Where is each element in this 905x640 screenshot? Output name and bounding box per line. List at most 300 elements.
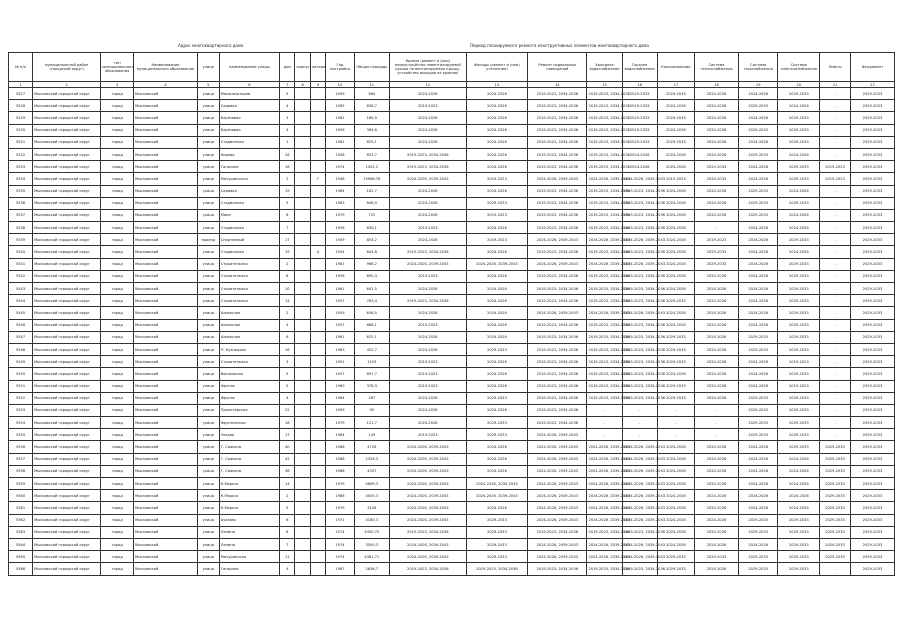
table-cell: Мысковский городской округ bbox=[33, 209, 101, 221]
table-cell: 564 bbox=[354, 88, 389, 100]
table-cell: 2024-2026, 2039-2043 bbox=[528, 234, 587, 246]
table-cell: Спортивный bbox=[219, 234, 279, 246]
table-cell: 8 bbox=[280, 270, 295, 282]
table-cell: Мысковский городской округ bbox=[33, 246, 101, 258]
table-cell: 5533 bbox=[9, 161, 33, 173]
table-cell: 2024-2026 bbox=[389, 404, 466, 416]
table-cell: 5536 bbox=[9, 197, 33, 209]
table-cell: 2024-2026, 2039-2043 bbox=[587, 465, 622, 477]
table-cell: 2024-2026 bbox=[738, 307, 778, 319]
table-cell: 2024-2026 bbox=[466, 307, 527, 319]
table-cell: 2024-2026 bbox=[778, 209, 820, 221]
table-cell: 5538 bbox=[9, 222, 33, 234]
table-cell: Строительная bbox=[219, 283, 279, 295]
table-cell: 2019-2023 bbox=[820, 161, 851, 173]
table-cell: 2024-2026 bbox=[695, 526, 739, 538]
table-cell bbox=[295, 441, 310, 453]
table-cell: 5558 bbox=[9, 465, 33, 477]
table-cell: 2029-2033 bbox=[850, 222, 894, 234]
table-cell bbox=[295, 478, 310, 490]
table-cell bbox=[295, 465, 310, 477]
table-cell: 2019-2023, 2034-2036 bbox=[587, 392, 622, 404]
table-row bbox=[9, 538, 895, 550]
table-cell bbox=[310, 234, 325, 246]
table-cell: город bbox=[101, 124, 134, 136]
table-cell: 2024-2026 bbox=[466, 283, 527, 295]
table-cell: Мысковский городской округ bbox=[33, 173, 101, 185]
table-cell: 2024-2026 bbox=[657, 514, 694, 526]
table-cell: Чехова bbox=[219, 429, 279, 441]
table-cell: 2029-2033 bbox=[657, 136, 694, 148]
table-cell: 2024-2026 bbox=[695, 356, 739, 368]
table-cell: 2029-2033 bbox=[695, 161, 739, 173]
table-cell: улица bbox=[197, 526, 219, 538]
table-cell: - bbox=[622, 429, 657, 441]
table-cell: 2024-2026, 2039-2043 bbox=[587, 490, 622, 502]
table-cell: Мысковский городской округ bbox=[33, 148, 101, 160]
table-cell: 2029-2033 bbox=[850, 319, 894, 331]
table-cell: 2029-2033 bbox=[466, 343, 527, 355]
table-cell bbox=[310, 283, 325, 295]
table-cell: 1986 bbox=[326, 490, 355, 502]
table-cell: 2024-2026 bbox=[695, 319, 739, 331]
table-cell: 2019-2023, 2034-2036 bbox=[587, 197, 622, 209]
table-cell: город bbox=[101, 502, 134, 514]
table-cell: 2029-2033 bbox=[850, 368, 894, 380]
table-cell: 2024-2026 bbox=[738, 478, 778, 490]
table-row bbox=[9, 307, 895, 319]
table-cell: 2029-2033 bbox=[820, 502, 851, 514]
table-cell: 2019-2023, 2034-2036 bbox=[528, 270, 587, 282]
table-cell: 2024-2026, 2039-2043 bbox=[622, 441, 657, 453]
table-cell bbox=[310, 209, 325, 221]
table-cell: 2024-2026, 2039-2043 bbox=[587, 441, 622, 453]
table-cell: 2024-2026 bbox=[657, 185, 694, 197]
table-row bbox=[9, 417, 895, 429]
table-cell: - bbox=[657, 429, 694, 441]
table-cell: 2024-2026 bbox=[738, 368, 778, 380]
table-cell: - bbox=[695, 404, 739, 416]
table-cell: - bbox=[820, 392, 851, 404]
table-cell: 1986 bbox=[326, 453, 355, 465]
table-cell: 2019-2023, 2034-2036 bbox=[528, 161, 587, 173]
table-cell: 2024-2026, 2039-2043 bbox=[528, 258, 587, 270]
table-cell: Стадионная bbox=[219, 197, 279, 209]
table-cell bbox=[310, 502, 325, 514]
table-cell: Мысковский городской округ bbox=[33, 258, 101, 270]
table-row bbox=[9, 453, 895, 465]
table-cell: 2029-2033 bbox=[850, 161, 894, 173]
table-cell: 2024-2026 bbox=[389, 392, 466, 404]
column-number: 12 bbox=[389, 82, 466, 88]
table-cell bbox=[295, 197, 310, 209]
column-number: 16 bbox=[622, 82, 657, 88]
table-cell: 4381,71 bbox=[354, 551, 389, 563]
table-cell: 18 bbox=[280, 417, 295, 429]
table-cell: 2024-2026 bbox=[738, 380, 778, 392]
table-cell bbox=[310, 112, 325, 124]
table-cell: 2024-2026 bbox=[466, 502, 527, 514]
table-cell: 2019-2023, 2034-2036 bbox=[528, 100, 587, 112]
table-cell: Гагарина bbox=[219, 563, 279, 575]
table-cell: 2024-2026 bbox=[389, 112, 466, 124]
table-cell: Мысковский bbox=[134, 258, 198, 270]
table-cell: 2024-2026, 2039-2043 bbox=[622, 465, 657, 477]
column-number: 13 bbox=[466, 82, 527, 88]
table-cell: Строительная bbox=[219, 258, 279, 270]
table-cell: 2029-2033 bbox=[850, 538, 894, 550]
table-row bbox=[9, 465, 895, 477]
column-number: 1 bbox=[9, 82, 33, 88]
table-cell: 2029-2033 bbox=[466, 429, 527, 441]
table-cell: 2029-2033 bbox=[778, 392, 820, 404]
table-cell bbox=[310, 551, 325, 563]
table-cell: 2019-2023, 2034-2036 bbox=[528, 392, 587, 404]
table-cell: 2024-2026 bbox=[466, 185, 527, 197]
column-number: 19 bbox=[738, 82, 778, 88]
table-cell: 2024-2026 bbox=[738, 502, 778, 514]
table-cell: 2024-2026 bbox=[466, 100, 527, 112]
table-cell: 2024-2026 bbox=[657, 490, 694, 502]
table-cell: 890,3 bbox=[354, 270, 389, 282]
table-cell: город bbox=[101, 112, 134, 124]
table-cell: 2024-2026, 2039-2043 bbox=[587, 478, 622, 490]
table-row bbox=[9, 441, 895, 453]
table-cell: Мысковский bbox=[134, 368, 198, 380]
table-row bbox=[9, 185, 895, 197]
table-cell: 2019-2023, 2034-2036 bbox=[622, 222, 657, 234]
table-cell: Мысковский городской округ bbox=[33, 404, 101, 416]
table-cell: 2024-2026 bbox=[657, 307, 694, 319]
table-cell: 1987 bbox=[326, 563, 355, 575]
table-cell: 1964 bbox=[326, 429, 355, 441]
table-row bbox=[9, 112, 895, 124]
table-cell: 2024-2026 bbox=[657, 502, 694, 514]
table-cell: 2024-2026 bbox=[738, 295, 778, 307]
table-cell: 2029-2033 bbox=[738, 331, 778, 343]
table-cell: 10 bbox=[280, 283, 295, 295]
table-cell: 2029-2033 bbox=[850, 380, 894, 392]
table-cell: Мысковский городской округ bbox=[33, 563, 101, 575]
table-cell: - bbox=[820, 112, 851, 124]
table-cell: 5551 bbox=[9, 380, 33, 392]
table-cell: улица bbox=[197, 112, 219, 124]
table-cell: город bbox=[101, 100, 134, 112]
table-cell: Мысковский городской округ bbox=[33, 136, 101, 148]
table-cell: Фрунзе bbox=[219, 380, 279, 392]
table-cell: 2024-2026 bbox=[778, 100, 820, 112]
table-cell: Мысковский городской округ bbox=[33, 222, 101, 234]
table-cell bbox=[310, 343, 325, 355]
table-cell: Г. Саакяна bbox=[219, 453, 279, 465]
table-cell: Берёзовая bbox=[219, 124, 279, 136]
table-cell: 2019-2023, 2034-2036 bbox=[587, 136, 622, 148]
table-cell bbox=[310, 319, 325, 331]
table-cell: 2024-2026, 2039-2043 bbox=[466, 478, 527, 490]
table-cell bbox=[310, 161, 325, 173]
table-cell: Мысковский bbox=[134, 478, 198, 490]
table-cell: 2024-2026 bbox=[778, 222, 820, 234]
table-cell: 2019-2023, 2034-2036 bbox=[528, 136, 587, 148]
table-cell: Школьная bbox=[219, 331, 279, 343]
table-cell: 2029-2033 bbox=[850, 209, 894, 221]
table-cell: 287 bbox=[354, 392, 389, 404]
table-cell: Мысковский bbox=[134, 173, 198, 185]
table-cell: 2029-2033 bbox=[778, 404, 820, 416]
table-cell: 5566 bbox=[9, 563, 33, 575]
table-cell: Мысковский городской округ bbox=[33, 502, 101, 514]
table-cell: Мысковский bbox=[134, 88, 198, 100]
table-cell bbox=[310, 185, 325, 197]
table-cell: 1193 bbox=[354, 356, 389, 368]
table-cell: 1979 bbox=[326, 209, 355, 221]
column-header: улица bbox=[197, 53, 219, 82]
table-cell bbox=[310, 368, 325, 380]
table-cell: 2024-2026 bbox=[738, 112, 778, 124]
table-cell: 688,1 bbox=[354, 319, 389, 331]
table-cell: 2029-2033 bbox=[850, 490, 894, 502]
table-cell: 2019-2023, 2034-2036 bbox=[389, 563, 466, 575]
table-cell: Школьная bbox=[219, 319, 279, 331]
table-cell: улица bbox=[197, 514, 219, 526]
table-cell: 2019-2023, 2034-2036 bbox=[587, 161, 622, 173]
table-cell bbox=[310, 538, 325, 550]
table-cell: 2019-2023 bbox=[820, 173, 851, 185]
table-cell: 5545 bbox=[9, 307, 33, 319]
table-cell bbox=[295, 100, 310, 112]
table-cell: 2029-2033 bbox=[778, 429, 820, 441]
table-cell: 2024-2026, 2039-2043 bbox=[389, 453, 466, 465]
table-cell: Гагарина bbox=[219, 161, 279, 173]
table-cell: 2024-2026 bbox=[657, 526, 694, 538]
table-cell: 2019-2023 bbox=[389, 380, 466, 392]
table-cell: 5548 bbox=[9, 343, 33, 355]
table-cell: Мысковский bbox=[134, 148, 198, 160]
table-cell: 2024-2026 bbox=[738, 88, 778, 100]
table-cell: 22 bbox=[280, 404, 295, 416]
table-cell: 648,9 bbox=[354, 197, 389, 209]
table-row bbox=[9, 258, 895, 270]
table-cell: 2019-2023, 2034-2036 bbox=[622, 380, 657, 392]
table-cell bbox=[295, 307, 310, 319]
table-cell bbox=[310, 307, 325, 319]
table-cell bbox=[310, 563, 325, 575]
table-cell: 2029-2033 bbox=[738, 185, 778, 197]
table-cell: 2024-2026, 2039-2043 bbox=[587, 307, 622, 319]
column-header: Холодное водоснабжение bbox=[587, 53, 622, 82]
table-cell: город bbox=[101, 514, 134, 526]
table-cell: город bbox=[101, 295, 134, 307]
table-cell: 2024-2026 bbox=[778, 246, 820, 258]
table-row bbox=[9, 270, 895, 282]
table-cell: Школьная bbox=[219, 307, 279, 319]
column-header: Канализование bbox=[657, 53, 694, 82]
table-cell: 2029-2033 bbox=[778, 538, 820, 550]
table-cell: 2029-2033 bbox=[850, 258, 894, 270]
table-cell: 2024-2026, 2039-2043 bbox=[389, 441, 466, 453]
table-cell: К.Маркса bbox=[219, 490, 279, 502]
table-cell: 5530 bbox=[9, 124, 33, 136]
table-cell: 2019-2023, 2034-2036 bbox=[528, 148, 587, 160]
table-cell: 2029-2033 bbox=[466, 417, 527, 429]
table-row bbox=[9, 392, 895, 404]
table-row bbox=[9, 551, 895, 563]
table-cell: 2019-2023, 2034-2036 bbox=[466, 563, 527, 575]
table-cell: 5557 bbox=[9, 453, 33, 465]
table-cell: 2029-2033 bbox=[850, 514, 894, 526]
table-cell: 2024-2026 bbox=[657, 197, 694, 209]
table-row bbox=[9, 490, 895, 502]
table-cell: Мира bbox=[219, 209, 279, 221]
table-cell: 2024-2026 bbox=[657, 222, 694, 234]
table-cell: 2029-2033 bbox=[778, 270, 820, 282]
table-cell: город bbox=[101, 563, 134, 575]
table-cell: 2024-2026 bbox=[657, 209, 694, 221]
table-row bbox=[9, 563, 895, 575]
table-cell: 2029-2033 bbox=[466, 526, 527, 538]
table-cell: 2029-2033 bbox=[850, 417, 894, 429]
table-cell: - bbox=[820, 234, 851, 246]
table-cell: 2029-2033 bbox=[738, 148, 778, 160]
table-cell: 2029-2033 bbox=[820, 551, 851, 563]
table-cell: 2029-2033 bbox=[820, 490, 851, 502]
table-cell: Мысковский bbox=[134, 197, 198, 209]
table-cell: 2019-2023 bbox=[466, 173, 527, 185]
table-cell: город bbox=[101, 404, 134, 416]
table-cell: Мысковский bbox=[134, 343, 198, 355]
table-cell: 5563 bbox=[9, 526, 33, 538]
table-cell: 1987 bbox=[326, 258, 355, 270]
table-cell: 2029-2033 bbox=[695, 258, 739, 270]
table-cell: 3156 bbox=[354, 502, 389, 514]
table-cell: - bbox=[622, 404, 657, 416]
table-cell: Мысковский городской округ bbox=[33, 295, 101, 307]
table-cell: 1960 bbox=[326, 380, 355, 392]
table-cell: 5 bbox=[280, 380, 295, 392]
table-cell: 2 bbox=[280, 258, 295, 270]
table-cell: 2019-2023, 2034-2036 bbox=[587, 222, 622, 234]
table-cell: 2024-2026 bbox=[695, 185, 739, 197]
table-cell: 2029-2033 bbox=[466, 551, 527, 563]
table-cell: Мысковский bbox=[134, 283, 198, 295]
table-cell: 149 bbox=[354, 429, 389, 441]
table-cell: 2029-2033 bbox=[778, 417, 820, 429]
table-cell: улица bbox=[197, 88, 219, 100]
table-row bbox=[9, 161, 895, 173]
column-number: 10 bbox=[326, 82, 355, 88]
table-cell: 6 bbox=[280, 526, 295, 538]
table-cell: 2019-2023, 2034-2036 bbox=[622, 185, 657, 197]
table-cell: 2024-2026, 2039-2043 bbox=[587, 453, 622, 465]
table-row bbox=[9, 356, 895, 368]
table-cell: 5544 bbox=[9, 295, 33, 307]
table-row bbox=[9, 368, 895, 380]
table-cell: 2024-2026 bbox=[778, 502, 820, 514]
column-number: 21 bbox=[820, 82, 851, 88]
table-cell: 2024-2026 bbox=[778, 465, 820, 477]
table-cell: 2029-2033 bbox=[850, 246, 894, 258]
table-cell bbox=[310, 100, 325, 112]
table-cell: 5541 bbox=[9, 258, 33, 270]
table-cell: 2029-2033 bbox=[466, 514, 527, 526]
table-cell: 2019-2023, 2034-2036 bbox=[587, 563, 622, 575]
table-cell: 2029-2033 bbox=[778, 551, 820, 563]
table-cell: 2024-2026 bbox=[778, 490, 820, 502]
table-cell: Мысковский городской округ bbox=[33, 526, 101, 538]
table-cell: Мысковский городской округ bbox=[33, 478, 101, 490]
table-cell: 2024-2026, 2039-2043 bbox=[466, 258, 527, 270]
table-cell: Вокзальная bbox=[219, 368, 279, 380]
table-cell: 2019-2023, 2034-2036 bbox=[389, 148, 466, 160]
table-cell: Строительная bbox=[219, 356, 279, 368]
table-cell: город bbox=[101, 307, 134, 319]
table-cell: 2019-2023, 2034-2036 bbox=[622, 209, 657, 221]
table-row bbox=[9, 404, 895, 416]
table-cell: улица bbox=[197, 197, 219, 209]
table-cell: Мысковский городской округ bbox=[33, 331, 101, 343]
column-header: корпус bbox=[295, 53, 310, 82]
table-cell: 2024-2026 bbox=[738, 161, 778, 173]
table-cell: 2019-2023 bbox=[389, 356, 466, 368]
table-cell: 2024-2026 bbox=[657, 100, 694, 112]
table-cell: Мысковский bbox=[134, 429, 198, 441]
table-cell: 2029-2033 bbox=[657, 563, 694, 575]
table-cell: 2024-2026 bbox=[695, 368, 739, 380]
table-cell: Мысковский bbox=[134, 307, 198, 319]
table-cell bbox=[295, 551, 310, 563]
table-cell: Строительная bbox=[219, 270, 279, 282]
table-cell: 2029-2033 bbox=[820, 441, 851, 453]
table-cell: 2 bbox=[280, 490, 295, 502]
table-cell: 2019-2023, 2034-2036 bbox=[389, 295, 466, 307]
table-cell: 2029-2033 bbox=[778, 258, 820, 270]
table-cell: 2019-2023, 2034-2036 bbox=[528, 222, 587, 234]
table-cell: улица bbox=[197, 307, 219, 319]
periods-group-caption: Период планируемого ремонта конструктивных элементов многоквартирного дома bbox=[470, 43, 649, 48]
table-cell: 3550,3 bbox=[354, 538, 389, 550]
column-number: 11 bbox=[354, 82, 389, 88]
table-cell: - bbox=[820, 209, 851, 221]
table-cell: 2024-2026 bbox=[738, 234, 778, 246]
table-cell: 2024-2026 bbox=[466, 356, 527, 368]
table-cell: Мысковский bbox=[134, 563, 198, 575]
table-cell bbox=[310, 526, 325, 538]
table-cell: 4180,3 bbox=[354, 514, 389, 526]
column-number: 9 bbox=[310, 82, 325, 88]
table-cell: проезд bbox=[197, 234, 219, 246]
table-cell: - bbox=[695, 417, 739, 429]
table-cell: 2029-2033 bbox=[778, 234, 820, 246]
table-cell: Мысковский bbox=[134, 417, 198, 429]
table-cell: Мысковский bbox=[134, 465, 198, 477]
table-cell bbox=[295, 136, 310, 148]
table-row bbox=[9, 283, 895, 295]
table-cell: 2029-2033 bbox=[850, 234, 894, 246]
table-cell: Мысковский городской округ bbox=[33, 453, 101, 465]
column-header: Общая площадь bbox=[354, 53, 389, 82]
table-cell: Мысковский городской округ bbox=[33, 185, 101, 197]
table-cell: 5562 bbox=[9, 514, 33, 526]
table-cell: улица bbox=[197, 490, 219, 502]
table-row bbox=[9, 246, 895, 258]
table-cell: город bbox=[101, 417, 134, 429]
table-cell: Мысковский bbox=[134, 490, 198, 502]
table-cell: 5532 bbox=[9, 148, 33, 160]
table-cell: 2019-2023, 2034-2036 bbox=[622, 392, 657, 404]
table-cell: 2024-2026, 2039-2043 bbox=[528, 502, 587, 514]
column-number: 6 bbox=[219, 82, 279, 88]
table-cell: 2029-2033 bbox=[778, 307, 820, 319]
